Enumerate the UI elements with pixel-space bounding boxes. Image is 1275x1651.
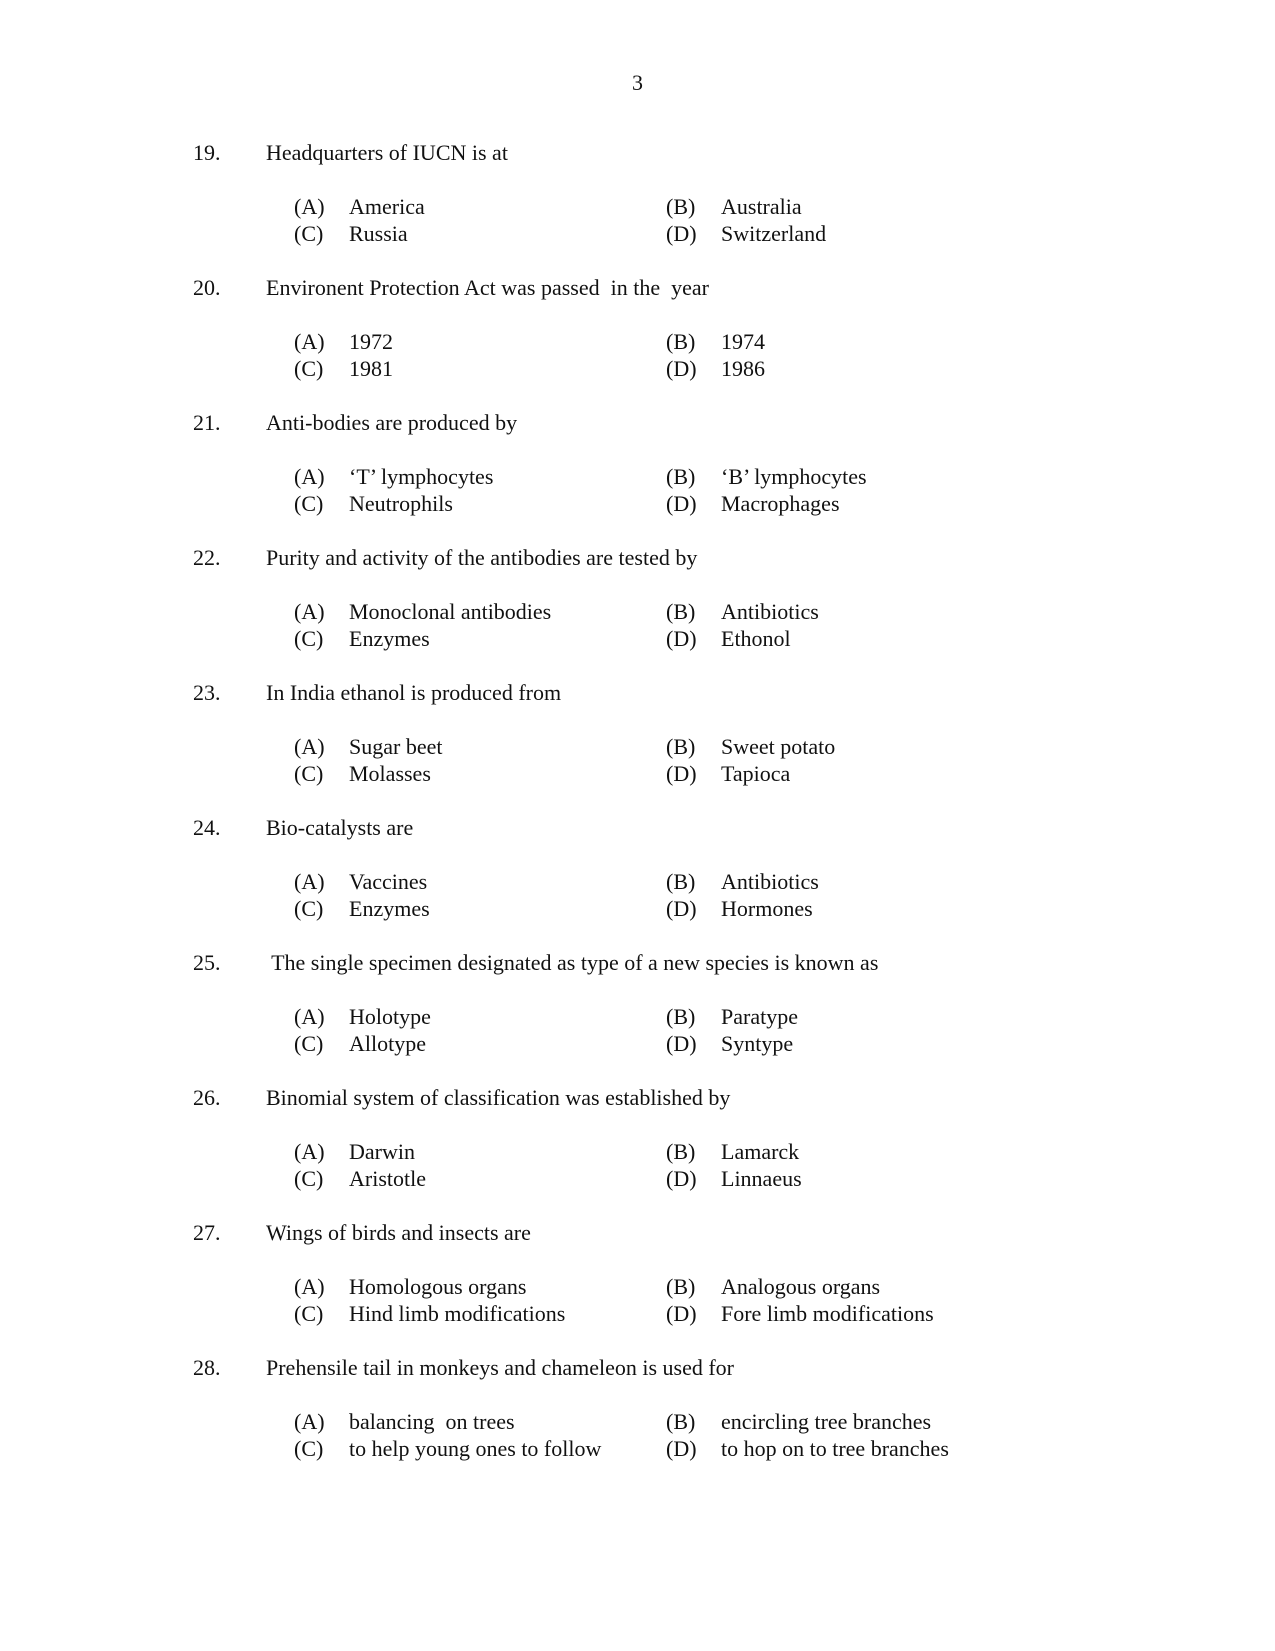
question-26	[0, 1085, 1275, 1220]
question-27	[0, 1220, 1275, 1355]
option-text: America	[349, 194, 425, 219]
question-text: Purity and activity of the antibodies are tested by	[266, 545, 698, 570]
option-text: Neutrophils	[349, 491, 453, 516]
option-letter: (D)	[666, 221, 697, 246]
question-text: Headquarters of IUCN is at	[266, 140, 508, 165]
option-text: Sugar beet	[349, 734, 443, 759]
option-letter: (D)	[666, 626, 697, 651]
option-letter: (A)	[294, 734, 325, 759]
option-letter: (C)	[294, 761, 324, 786]
option-text: Linnaeus	[721, 1166, 802, 1191]
option-text: Allotype	[349, 1031, 426, 1056]
question-number: 25.	[193, 950, 221, 975]
question-number: 27.	[193, 1220, 221, 1245]
option-letter: (B)	[666, 464, 696, 489]
option-text: Vaccines	[349, 869, 428, 894]
option-letter: (C)	[294, 626, 324, 651]
option-letter: (D)	[666, 896, 697, 921]
question-21	[0, 410, 1275, 545]
question-list	[0, 140, 1275, 1490]
option-letter: (A)	[294, 1274, 325, 1299]
question-24	[0, 815, 1275, 950]
question-text: In India ethanol is produced from	[266, 680, 562, 705]
option-letter: (C)	[294, 1436, 324, 1461]
option-letter: (B)	[666, 1004, 696, 1029]
option-letter: (A)	[294, 599, 325, 624]
option-text: 1981	[349, 356, 393, 381]
option-text: encircling tree branches	[721, 1409, 932, 1434]
option-letter: (A)	[294, 329, 325, 354]
question-text: Prehensile tail in monkeys and chameleon is used for	[266, 1355, 734, 1380]
option-letter: (D)	[666, 1436, 697, 1461]
option-text: Monoclonal antibodies	[349, 599, 552, 624]
option-text: Analogous organs	[721, 1274, 881, 1299]
option-text: Fore limb modifications	[721, 1301, 934, 1326]
option-text: Antibiotics	[721, 869, 819, 894]
option-text: Enzymes	[349, 896, 430, 921]
option-text: Molasses	[349, 761, 431, 786]
question-number: 28.	[193, 1355, 221, 1380]
option-text: Syntype	[721, 1031, 794, 1056]
option-text: Lamarck	[721, 1139, 800, 1164]
question-22	[0, 545, 1275, 680]
option-text: Homologous organs	[349, 1274, 527, 1299]
option-letter: (A)	[294, 194, 325, 219]
question-text: Wings of birds and insects are	[266, 1220, 531, 1245]
page-number: 3	[632, 70, 643, 95]
option-text: 1986	[721, 356, 765, 381]
option-text: ‘B’ lymphocytes	[721, 464, 867, 489]
option-text: Russia	[349, 221, 408, 246]
option-letter: (D)	[666, 1031, 697, 1056]
option-text: 1974	[721, 329, 765, 354]
question-text: Anti-bodies are produced by	[266, 410, 518, 435]
question-number: 21.	[193, 410, 221, 435]
option-letter: (C)	[294, 1166, 324, 1191]
option-letter: (D)	[666, 761, 697, 786]
option-letter: (C)	[294, 491, 324, 516]
question-number: 24.	[193, 815, 221, 840]
option-letter: (D)	[666, 356, 697, 381]
question-text: Environent Protection Act was passed in the year	[266, 275, 709, 300]
option-letter: (C)	[294, 896, 324, 921]
option-letter: (C)	[294, 221, 324, 246]
option-text: Switzerland	[721, 221, 827, 246]
question-text: The single specimen designated as type of a new species is known as	[266, 950, 879, 975]
option-text: Australia	[721, 194, 802, 219]
option-letter: (A)	[294, 1409, 325, 1434]
question-number: 22.	[193, 545, 221, 570]
option-text: Antibiotics	[721, 599, 819, 624]
option-letter: (D)	[666, 491, 697, 516]
question-20	[0, 275, 1275, 410]
option-text: Holotype	[349, 1004, 431, 1029]
option-letter: (C)	[294, 1031, 324, 1056]
option-letter: (B)	[666, 869, 696, 894]
option-text: balancing on trees	[349, 1409, 515, 1434]
option-letter: (B)	[666, 1139, 696, 1164]
option-letter: (B)	[666, 599, 696, 624]
question-number: 20.	[193, 275, 221, 300]
question-text: Binomial system of classification was established by	[266, 1085, 731, 1110]
question-25	[0, 950, 1275, 1085]
question-text: Bio-catalysts are	[266, 815, 414, 840]
question-number: 19.	[193, 140, 221, 165]
option-letter: (D)	[666, 1166, 697, 1191]
option-text: to help young ones to follow	[349, 1436, 602, 1461]
option-letter: (C)	[294, 1301, 324, 1326]
question-19	[0, 140, 1275, 275]
option-text: Sweet potato	[721, 734, 836, 759]
option-letter: (D)	[666, 1301, 697, 1326]
option-text: Darwin	[349, 1139, 415, 1164]
option-letter: (C)	[294, 356, 324, 381]
option-letter: (A)	[294, 464, 325, 489]
option-text: 1972	[349, 329, 393, 354]
option-text: Ethonol	[721, 626, 791, 651]
option-text: Hind limb modifications	[349, 1301, 566, 1326]
option-letter: (A)	[294, 869, 325, 894]
option-letter: (A)	[294, 1004, 325, 1029]
option-text: Aristotle	[349, 1166, 426, 1191]
option-text: Tapioca	[721, 761, 791, 786]
option-text: to hop on to tree branches	[721, 1436, 949, 1461]
option-text: Macrophages	[721, 491, 840, 516]
option-text: ‘T’ lymphocytes	[349, 464, 494, 489]
option-text: Enzymes	[349, 626, 430, 651]
option-letter: (B)	[666, 734, 696, 759]
option-letter: (B)	[666, 329, 696, 354]
option-letter: (A)	[294, 1139, 325, 1164]
question-28	[0, 1355, 1275, 1490]
option-letter: (B)	[666, 1274, 696, 1299]
option-text: Hormones	[721, 896, 813, 921]
question-number: 23.	[193, 680, 221, 705]
option-letter: (B)	[666, 1409, 696, 1434]
option-text: Paratype	[721, 1004, 798, 1029]
question-23	[0, 680, 1275, 815]
question-number: 26.	[193, 1085, 221, 1110]
option-letter: (B)	[666, 194, 696, 219]
